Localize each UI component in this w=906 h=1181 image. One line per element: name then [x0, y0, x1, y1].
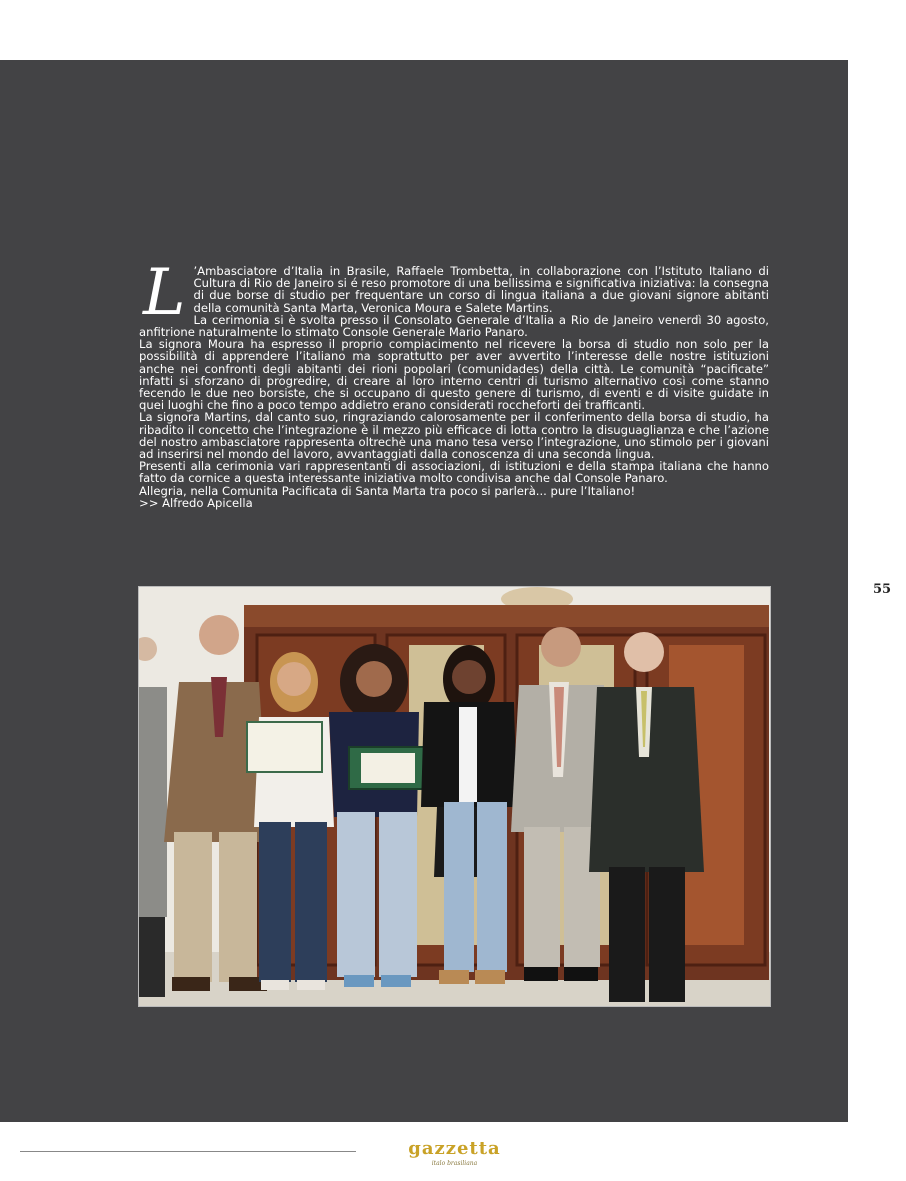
article-byline: >> Alfredo Apicella: [139, 495, 253, 510]
article-paragraph: La signora Martins, dal canto suo, ringraziando calorosamente per il conferimento della borsa di studio, ha ribadito il concetto che l’integrazione è il mezzo più efficace di lotta contro la disuguaglianza e che l’azione del nostro ambasciatore rappresenta oltrechè una mano tesa verso l’integrazione, uno stimolo per i giovani ad inserirsi nel mondo del lavoro, avvantaggiati dalla conoscenza di una seconda lingua.: [139, 410, 769, 462]
article-paragraph: La cerimonia si è svolta presso il Consolato Generale d’Italia a Rio de Janeiro venerdì 30 agosto, anfitrione naturalmente lo stimato Console Generale Mario Panaro.: [139, 312, 769, 340]
logo-tagline: italo brasiliana: [431, 1160, 478, 1167]
drop-cap: L: [143, 256, 186, 330]
article-body: [139, 256, 770, 510]
article-paragraph: Presenti alla cerimonia vari rappresentanti di associazioni, di istituzioni e della stampa italiana che hanno fatto da cornice a questa interessante iniziativa molto condivisa anche dal Console Panaro.: [139, 459, 769, 486]
ceremony-photo: [138, 586, 771, 1007]
gazzetta-logo: [397, 1138, 512, 1168]
logo-wordmark: gazzetta: [408, 1138, 501, 1159]
article-lead-paragraph: ’Ambasciatore d’Italia in Brasile, Raffaele Trombetta, in collaborazione con l’Istituto Italiano di Cultura di Rio de Janeiro si é reso promotore di una bellissima e significativa iniziativa: la consegna di due borse di studio per frequentare un corso di lingua italiana a due giovani signore abitanti della comunità Santa Marta, Veronica Moura e Salete Martins.: [193, 264, 770, 315]
group-photo-illustration: [139, 587, 770, 1006]
article-paragraph: La signora Moura ha espresso il proprio compiacimento nel ricevere la borsa di studio non solo per la possibilità di apprendere l’italiano ma soprattutto per aver avvertito l’interesse delle nostre istituzioni anche nei confronti degli abitanti dei rioni popolari (comunidades) della città. Le comunità “pacificate” infatti si sforzano di progredire, di creare al loro interno centri di turismo alternativo così come stanno fecendo le due neo borsiste, che si occupano di questo genere di turismo, di eventi e di visite guidate in quei luoghi che fino a poco tempo addietro erano considerati roccheforti dei trafficanti.: [139, 337, 769, 413]
article-paragraph: Allegria, nella Comunita Pacificata di Santa Marta tra poco si parlerà... pure l’Italiano!: [139, 483, 636, 498]
page-number: 55: [873, 582, 892, 597]
footer-rule: [20, 1151, 356, 1152]
